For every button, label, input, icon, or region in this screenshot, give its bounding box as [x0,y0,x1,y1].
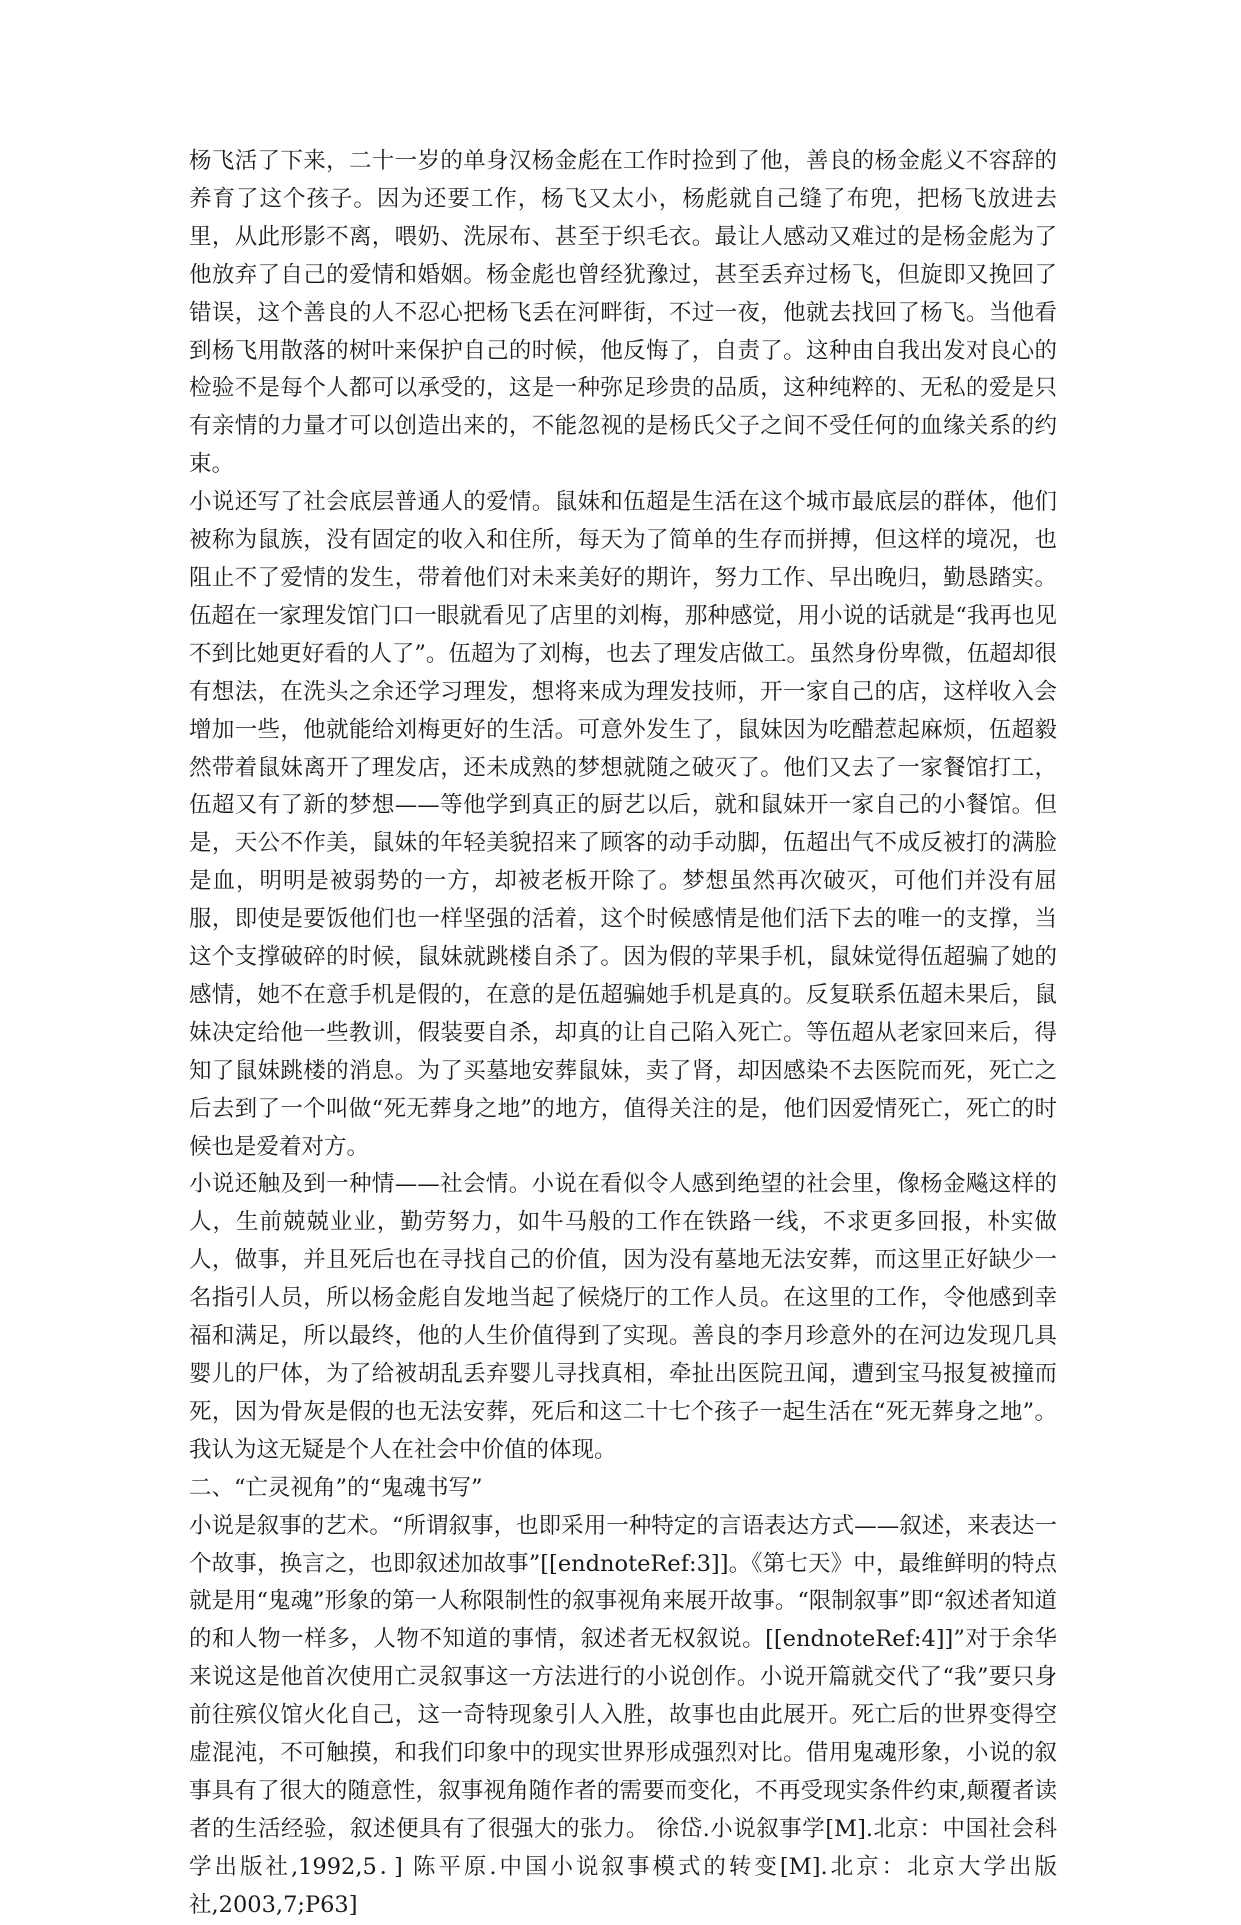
paragraph-love-story: 小说还写了社会底层普通人的爱情。鼠妹和伍超是生活在这个城市最底层的群体，他们被称为鼠族，没有固定的收入和住所，每天为了简单的生存而拼搏，但这样的境况，也阻止不了爱情的发生，带着他们对未来美好的期许，努力工作、早出晚归，勤恳踏实。伍超在一家理发馆门口一眼就看见了店里的刘梅，那种感觉，用小说的话就是“我再也见不到比她更好看的人了”。伍超为了刘梅，也去了理发店做工。虽然身份卑微，伍超却很有想法，在洗头之余还学习理发，想将来成为理发技师，开一家自己的店，这样收入会增加一些，他就能给刘梅更好的生活。可意外发生了，鼠妹因为吃醋惹起麻烦，伍超毅然带着鼠妹离开了理发店，还未成熟的梦想就随之破灭了。他们又去了一家餐馆打工，伍超又有了新的梦想——等他学到真正的厨艺以后，就和鼠妹开一家自己的小餐馆。但是，天公不作美，鼠妹的年轻美貌招来了顾客的动手动脚，伍超出气不成反被打的满脸是血，明明是被弱势的一方，却被老板开除了。梦想虽然再次破灭，可他们并没有屈服，即使是要饭他们也一样坚强的活着，这个时候感情是他们活下去的唯一的支撑，当这个支撑破碎的时候，鼠妹就跳楼自杀了。因为假的苹果手机，鼠妹觉得伍超骗了她的感情，她不在意手机是假的，在意的是伍超骗她手机是真的。反复联系伍超未果后，鼠妹决定给他一些教训，假装要自杀，却真的让自己陷入死亡。等伍超从老家回来后，得知了鼠妹跳楼的消息。为了买墓地安葬鼠妹，卖了肾，却因感染不去医院而死，死亡之后去到了一个叫做“死无葬身之地”的地方，值得关注的是，他们因爱情死亡，死亡的时候也是爱着对方。 [189,489,1057,1160]
paragraph-social-feeling: 小说还触及到一种情——社会情。小说在看似令人感到绝望的社会里，像杨金飚这样的人，生前兢兢业业，勤劳努力，如牛马般的工作在铁路一线，不求更多回报，朴实做人，做事，并且死后也在寻找自己的价值，因为没有墓地无法安葬，而这里正好缺少一名指引人员，所以杨金彪自发地当起了候烧厅的工作人员。在这里的工作，令他感到幸福和满足，所以最终，他的人生价值得到了实现。善良的李月珍意外的在河边发现几具婴儿的尸体，为了给被胡乱丢弃婴儿寻找真相，牵扯出医院丑闻，遭到宝马报复被撞而死，因为骨灰是假的也无法安葬，死后和这二十七个孩子一起生活在“死无葬身之地”。我认为这无疑是个人在社会中价值的体现。 [189,1171,1057,1463]
section-heading: 二、“亡灵视角”的“鬼魂书写” [189,1474,483,1501]
document-body [189,143,1057,1925]
paragraph-yang-fei: 杨飞活了下来，二十一岁的单身汉杨金彪在工作时捡到了他，善良的杨金彪义不容辞的养育了这个孩子。因为还要工作，杨飞又太小，杨彪就自己缝了布兜，把杨飞放进去里，从此形影不离，喂奶、洗尿布、甚至于织毛衣。最让人感动又难过的是杨金彪为了他放弃了自己的爱情和婚姻。杨金彪也曾经犹豫过，甚至丢弃过杨飞，但旋即又挽回了错误，这个善良的人不忍心把杨飞丢在河畔街，不过一夜，他就去找回了杨飞。当他看到杨飞用散落的树叶来保护自己的时候，他反悔了，自责了。这种由自我出发对良心的检验不是每个人都可以承受的，这是一种弥足珍贵的品质，这种纯粹的、无私的爱是只有亲情的力量才可以创造出来的，不能忽视的是杨氏父子之间不受任何的血缘关系的约束。 [189,148,1057,478]
paragraph-narrative-perspective: 小说是叙事的艺术。“所谓叙事，也即采用一种特定的言语表达方式——叙述，来表达一个故事，换言之，也即叙述加故事”[[endnoteRef:3]]。《第七天》中，最维鲜明的特点就是用“鬼魂”形象的第一人称限制性的叙事视角来展开故事。“限制叙事”即“叙述者知道的和人物一样多，人物不知道的事情，叙述者无权叙说。[[endnoteRef:4]]”对于余华来说这是他首次使用亡灵叙事这一方法进行的小说创作。小说开篇就交代了“我”要只身前往殡仪馆火化自己，这一奇特现象引人入胜，故事也由此展开。死亡后的世界变得空虚混沌，不可触摸，和我们印象中的现实世界形成强烈对比。借用鬼魂形象，小说的叙事具有了很大的随意性，叙事视角随作者的需要而变化，不再受现实条件约束,颠覆者读者的生活经验，叙述便具有了很强大的张力。 徐岱.小说叙事学[M].北京：中国社会科学出版社,1992,5．] 陈平原.中国小说叙事模式的转变[M].北京：北京大学出版社,2003,7;P63] [189,1512,1057,1918]
